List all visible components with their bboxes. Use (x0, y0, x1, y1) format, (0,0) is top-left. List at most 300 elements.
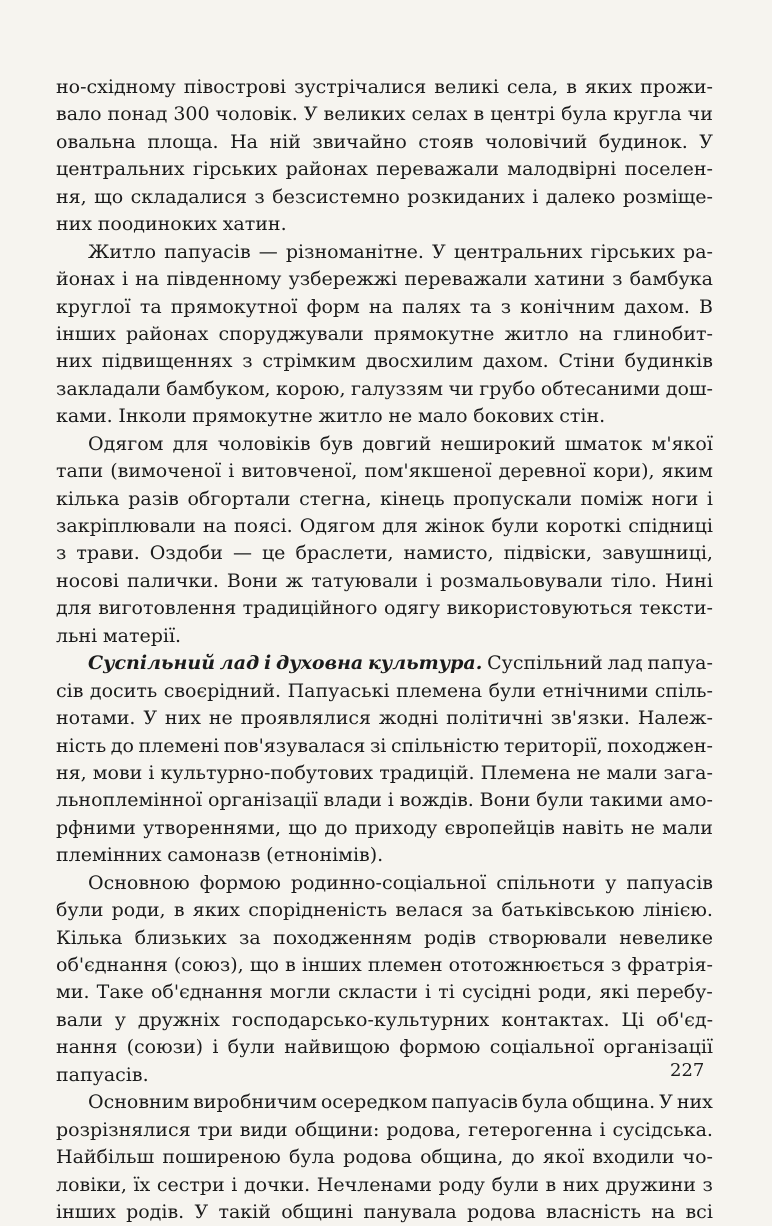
word: Основною (88, 871, 190, 894)
word: чоловіків (217, 432, 311, 455)
word: складалися (130, 185, 247, 208)
word: жодні (378, 707, 439, 730)
word: самоназв (167, 844, 261, 867)
word: папуасів. (56, 1063, 149, 1086)
word: на (202, 515, 227, 537)
word: об'єд- (656, 1008, 713, 1031)
word: переважали (376, 158, 500, 181)
heading-word: Суспільний (88, 652, 216, 675)
word: Кілька (56, 926, 123, 949)
word: короткі (545, 515, 622, 537)
word: мало (417, 405, 468, 428)
word: них (562, 1173, 599, 1196)
word: Найбільш (56, 1146, 155, 1169)
word: рфними (56, 816, 136, 839)
word: проявлялися (240, 707, 372, 730)
word: могли (269, 981, 331, 1004)
text-line (56, 897, 713, 924)
word: формою (199, 871, 281, 894)
word: сів (56, 679, 84, 702)
word: круглої (56, 295, 131, 318)
word: палички. (127, 569, 219, 592)
word: Вони (479, 789, 531, 812)
paragraph (56, 74, 713, 239)
word: хатин. (222, 213, 287, 236)
word: ня, (56, 185, 87, 208)
word: двосхилим (365, 350, 473, 373)
word: сестри (156, 1173, 225, 1196)
word: етнічними (542, 679, 649, 702)
word: не (576, 761, 601, 784)
word: родова, (386, 1118, 462, 1141)
word: сусідська. (612, 1118, 713, 1141)
text-line (56, 1117, 713, 1144)
word: великих (323, 103, 406, 126)
word: інших (301, 954, 362, 976)
word: спільністю (390, 734, 500, 757)
word: інших (56, 322, 116, 345)
word: площа. (147, 130, 219, 153)
word: дружніх (137, 1008, 220, 1031)
word: неширокий (440, 432, 556, 455)
text-line (56, 74, 713, 101)
word: чоловік. (215, 103, 298, 126)
word: що (94, 185, 124, 208)
word: у (114, 1008, 126, 1031)
word: лінією. (642, 899, 713, 922)
word: на (651, 1200, 676, 1223)
word: родів (423, 926, 477, 949)
word: обгортали (187, 487, 291, 510)
word: підвіски, (503, 542, 593, 565)
word: бокових (473, 405, 554, 428)
text-line (56, 1007, 713, 1034)
word: півострові (183, 76, 287, 98)
word: близьких (134, 926, 227, 949)
word: 300 (173, 103, 210, 126)
word: зв'язки. (550, 707, 630, 730)
word: розрізнялися (56, 1118, 191, 1141)
word: розкиданих (407, 185, 525, 208)
word: центрі (490, 103, 556, 126)
word: Інколи (118, 405, 187, 428)
word: грубо (479, 377, 536, 400)
word: була (521, 1091, 568, 1114)
word: підвищеннях (101, 350, 233, 373)
word: племен (367, 954, 443, 976)
word: з (612, 268, 623, 291)
text-line (56, 513, 713, 540)
word: овальна (56, 130, 136, 153)
word: були (491, 1173, 539, 1196)
text-line (56, 1144, 713, 1171)
word: ра- (683, 240, 713, 263)
word: кори), (592, 460, 655, 483)
word: разів (128, 487, 179, 510)
text-line (56, 842, 713, 869)
word: з (702, 1173, 713, 1196)
word: ототожнюється (448, 954, 605, 976)
word: спіль- (654, 679, 713, 702)
word: з (56, 542, 67, 565)
word: в (545, 1173, 557, 1196)
text-line (56, 239, 713, 266)
text-line (56, 348, 713, 375)
word: та (139, 295, 162, 318)
word: різноманітне. (285, 240, 424, 263)
text-line (56, 650, 713, 677)
word: і (424, 981, 432, 1004)
word: навіть (562, 816, 624, 839)
word: центральних (453, 240, 583, 263)
word: панувала (363, 1200, 457, 1223)
page-body (56, 74, 713, 1226)
text-line (56, 403, 713, 430)
heading-word: духовна (276, 652, 364, 675)
word: такій (218, 1200, 271, 1223)
word: дочки. (243, 1173, 311, 1196)
word: яких (192, 899, 241, 922)
word: районах (285, 158, 368, 181)
word: поміж (580, 487, 643, 510)
word: політичні (446, 707, 543, 730)
word: вали (56, 1008, 103, 1031)
word: папуасів (626, 871, 713, 894)
word: дош- (665, 377, 713, 400)
word: види (239, 1118, 288, 1141)
word: ній (269, 130, 301, 153)
word: фратрія- (627, 954, 713, 976)
word: чи (687, 103, 713, 126)
word: села, (506, 76, 559, 98)
word: дахом. (482, 350, 549, 373)
word: переважали (404, 268, 528, 291)
word: родів. (126, 1200, 185, 1223)
word: і (121, 268, 129, 291)
paragraph (56, 1089, 713, 1226)
word: вождів. (399, 789, 474, 812)
page-number: 227 (670, 1060, 705, 1081)
word: була (288, 1146, 335, 1169)
word: община, (420, 1146, 504, 1169)
word: ність (56, 734, 107, 757)
text-line (56, 1199, 713, 1226)
word: стрімким (262, 350, 356, 373)
text-line (56, 486, 713, 513)
word: община. (571, 1091, 656, 1114)
text-line (56, 979, 713, 1006)
word: всі (685, 1200, 713, 1223)
word: походжен- (607, 734, 713, 757)
word: тапи (56, 460, 104, 483)
word: південному (166, 268, 282, 291)
word: безсистемно (272, 185, 400, 208)
word: інших (56, 1200, 116, 1223)
word: виробничим (193, 1091, 317, 1114)
word: обтесаними (540, 377, 661, 400)
text-line (56, 211, 713, 238)
word: бамбуком, (166, 377, 271, 400)
word: мали (662, 816, 713, 839)
word: кілька (56, 487, 120, 510)
word: у (605, 871, 617, 894)
paragraph (56, 870, 713, 1090)
word: бамбука (629, 268, 713, 291)
word: походженням (272, 926, 412, 949)
text-line (56, 568, 713, 595)
word: об'єднання (150, 981, 263, 1004)
word: хатини (534, 268, 605, 291)
word: використовуються (446, 597, 633, 620)
word: родинно-соціальної (290, 871, 487, 894)
word: спідниці (628, 515, 713, 537)
word: прямокутної (170, 295, 298, 318)
word: зага- (663, 761, 713, 784)
word: і (148, 761, 155, 784)
word: виготовлення (98, 597, 237, 620)
word: папуасів (431, 1091, 518, 1114)
word: були (56, 899, 104, 922)
word: узбережжі (288, 268, 398, 291)
word: соціальної (489, 1036, 595, 1059)
word: території, (503, 734, 603, 757)
word: гетерогенна (468, 1118, 593, 1141)
word: них (56, 213, 93, 236)
word: дружини (605, 1173, 696, 1196)
word: роду (438, 1173, 485, 1196)
word: з (254, 185, 265, 208)
word: родова (343, 1146, 412, 1169)
word: чоловічий (485, 130, 588, 153)
word: і (426, 569, 433, 592)
word: льноплемінної (56, 789, 203, 812)
word: льні (56, 624, 98, 647)
text-line (56, 294, 713, 321)
text-line (56, 376, 713, 403)
word: малодвірні (507, 158, 617, 181)
text-line (56, 870, 713, 897)
word: поширеною (162, 1146, 281, 1169)
word: пропускали (453, 487, 572, 510)
word: Стіни (558, 350, 615, 373)
word: в (173, 899, 185, 922)
word: тексти- (639, 597, 713, 620)
word: лад (607, 652, 643, 675)
word: завушниці, (602, 542, 713, 565)
word: входили (592, 1146, 675, 1169)
word: до (324, 816, 348, 839)
word: них (56, 350, 93, 373)
word: общини: (294, 1118, 380, 1141)
text-line (56, 595, 713, 622)
word: сусідні (461, 981, 531, 1004)
word: європейців (444, 816, 555, 839)
text-line (56, 101, 713, 128)
word: та (469, 295, 492, 318)
word: створювали (488, 926, 608, 949)
word: звичайно (312, 130, 407, 153)
word: корою, (276, 377, 346, 400)
word: районах (125, 322, 209, 345)
word: будинок. (598, 130, 688, 153)
word: власність (545, 1200, 641, 1223)
word: і (228, 460, 235, 483)
word: но-східному (56, 76, 176, 98)
word: — (232, 542, 252, 565)
word: тіло. (610, 569, 657, 592)
word: поодиноких (97, 213, 217, 236)
word: були (488, 679, 536, 702)
word: Житло (88, 240, 157, 263)
text-line (56, 815, 713, 842)
word: прожи- (640, 76, 713, 98)
word: глинобит- (613, 322, 713, 345)
word: У (143, 707, 158, 730)
text-line (56, 787, 713, 814)
text-line (56, 705, 713, 732)
word: з (500, 295, 512, 318)
word: Нечленами (316, 1173, 432, 1196)
word: прямокутне (192, 405, 313, 428)
word: спільноти (496, 871, 596, 894)
word: Нині (664, 569, 713, 592)
text-line (56, 678, 713, 705)
word: і (706, 487, 713, 510)
word: житло (318, 405, 383, 428)
word: амо- (669, 789, 713, 812)
word: татуювали (311, 569, 419, 592)
text-line (56, 1172, 713, 1199)
text-line (56, 156, 713, 183)
text-line (56, 266, 713, 293)
word: за (239, 926, 261, 949)
word: стегна, (299, 487, 372, 510)
paragraph (56, 650, 713, 870)
word: ками. (56, 405, 113, 428)
text-line (56, 129, 713, 156)
word: закладали (56, 377, 161, 400)
word: якої (542, 1146, 585, 1169)
word: поясі. (233, 515, 293, 537)
word: невелике (619, 926, 713, 949)
word: (союзи) (126, 1036, 204, 1059)
word: велася (395, 899, 464, 922)
word: кінець (380, 487, 445, 510)
word: був (319, 432, 354, 455)
word: вало (56, 103, 102, 126)
heading-word: і (264, 652, 272, 675)
word: ноги (651, 487, 699, 510)
word: такими (589, 789, 664, 812)
word: У (699, 130, 713, 153)
text-line (56, 760, 713, 787)
word: на (135, 268, 160, 291)
word: племінних (56, 844, 162, 867)
word: і (212, 1036, 219, 1059)
word: ті (438, 981, 455, 1004)
word: Належ- (637, 707, 713, 730)
word: родова (466, 1200, 536, 1223)
word: ня, (56, 761, 87, 784)
word: одягу (383, 597, 441, 620)
word: пом'якшеної (364, 460, 492, 483)
word: розмальовували (440, 569, 603, 592)
paragraph (56, 431, 713, 651)
word: них (164, 707, 201, 730)
text-line (56, 1062, 713, 1089)
word: до (511, 1146, 535, 1169)
word: культурно-побутових (160, 761, 374, 784)
word: прямокутне (373, 322, 495, 345)
word: довгий (362, 432, 432, 455)
word: пов'язувалася (223, 734, 366, 757)
word: йонах (56, 268, 115, 291)
word: традиційного (242, 597, 378, 620)
word: жінок (424, 515, 485, 537)
word: яких (584, 76, 633, 98)
word: племена (396, 679, 483, 702)
word: і (231, 1173, 238, 1196)
word: не (388, 405, 413, 428)
word: стояв (418, 130, 474, 153)
word: Суспільний (487, 652, 603, 675)
word: будинків (624, 350, 713, 373)
paragraph (56, 239, 713, 431)
text-line (56, 540, 713, 567)
text-line (56, 1089, 713, 1116)
word: гірських (192, 158, 278, 181)
word: общині (281, 1200, 354, 1223)
text-line (56, 321, 713, 348)
word: найвищою (284, 1036, 390, 1059)
word: великі (434, 76, 499, 98)
word: (вимоченої (110, 460, 222, 483)
word: приходу (354, 816, 438, 839)
word: носові (56, 569, 119, 592)
word: папуасів (164, 240, 251, 263)
word: палях (401, 295, 461, 318)
word: до (110, 734, 134, 757)
word: в (473, 103, 485, 126)
word: стін. (559, 405, 606, 428)
word: ми. (56, 981, 90, 1004)
word: понад (107, 103, 168, 126)
text-line (56, 623, 713, 650)
word: в (566, 76, 577, 98)
word: зі (369, 734, 387, 757)
word: і (387, 789, 394, 812)
word: матерії. (102, 624, 182, 647)
word: чи (448, 377, 474, 400)
text-line (56, 184, 713, 211)
word: господарсько-культурних (231, 1008, 490, 1031)
heading-word: лад (219, 652, 260, 675)
word: з (610, 954, 622, 976)
word: для (382, 515, 418, 537)
word: форм (306, 295, 360, 318)
word: споруджували (218, 322, 364, 345)
word: кругла (613, 103, 682, 126)
text-line (56, 925, 713, 952)
word: які (599, 981, 630, 1004)
word: були (227, 1036, 276, 1059)
word: влади (323, 789, 382, 812)
word: осередком (320, 1091, 428, 1114)
word: ловіки, (56, 1173, 127, 1196)
word: нотами. (56, 707, 136, 730)
word: перебу- (636, 981, 713, 1004)
word: У (303, 103, 318, 126)
